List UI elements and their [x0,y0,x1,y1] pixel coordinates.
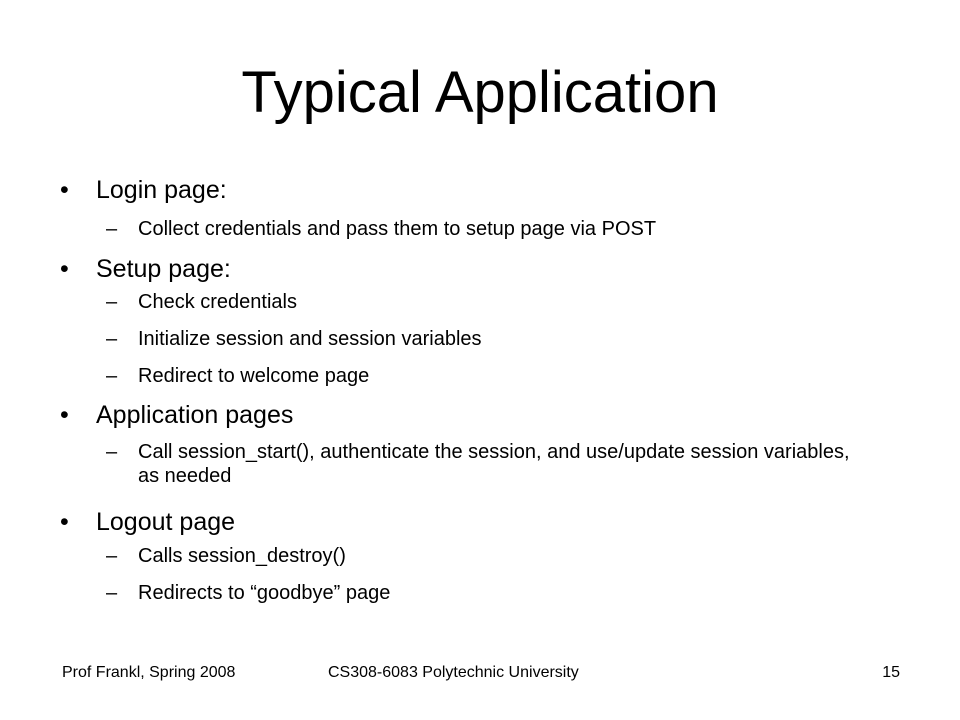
sub-item-text: Redirects to “goodbye” page [138,582,391,604]
sub-item [106,290,846,314]
sub-item [106,364,846,388]
bullet-label: Application pages [96,401,294,429]
sub-item [106,544,846,568]
bullet-item [60,254,231,284]
sub-item-text: Collect credentials and pass them to setup page via POST [138,218,657,240]
sub-item [106,327,846,351]
sub-item [106,217,846,241]
bullet-item [60,400,294,430]
bullet-icon: • [60,508,69,536]
sub-item-text: Check credentials [138,291,297,313]
bullet-icon: • [60,401,69,429]
slide-title: Typical Application [241,60,719,125]
bullet-label: Logout page [96,508,236,536]
bullet-item [60,175,227,205]
bullet-label: Login page: [96,176,227,204]
bullet-item [60,507,236,537]
dash-icon: – [106,582,118,604]
sub-item-text: Redirect to welcome page [138,365,370,387]
dash-icon: – [106,328,118,350]
bullet-icon: • [60,176,69,204]
dash-icon: – [106,218,118,240]
footer-course: CS308-6083 Polytechnic University [328,664,579,681]
sub-item-text: Initialize session and session variables [138,328,482,350]
sub-item [106,440,876,488]
sub-item-text: Call session_start(), authenticate the session, and use/update session variables, as needed [138,441,850,487]
footer-author: Prof Frankl, Spring 2008 [62,664,236,681]
dash-icon: – [106,365,118,387]
bullet-icon: • [60,255,69,283]
dash-icon: – [106,291,118,313]
page-number: 15 [882,664,900,681]
sub-item-text: Calls session_destroy() [138,545,346,567]
bullet-label: Setup page: [96,255,231,283]
sub-item [106,581,846,605]
dash-icon: – [106,441,118,463]
dash-icon: – [106,545,118,567]
